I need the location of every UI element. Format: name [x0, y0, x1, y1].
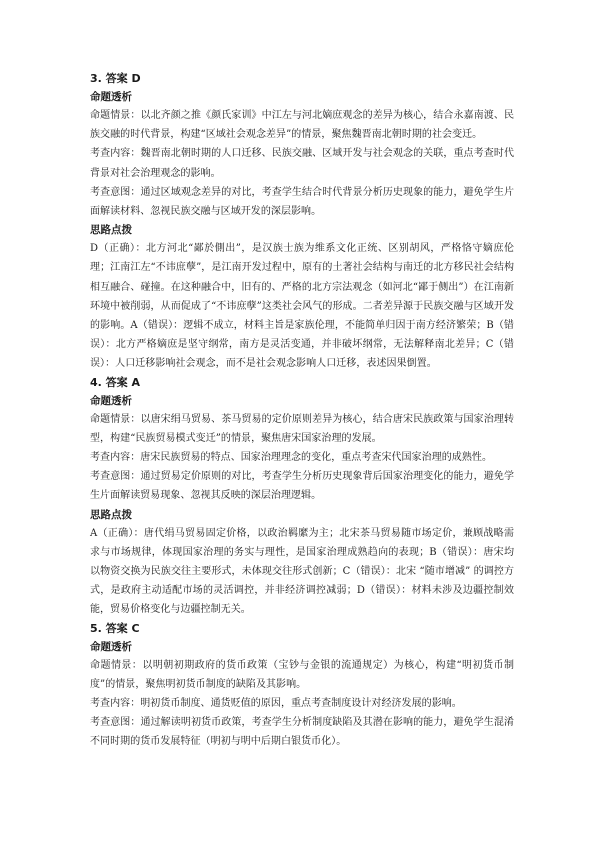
answer-heading: 3. 答案 D [90, 72, 141, 85]
answer-document [90, 70, 514, 752]
answer-heading: 5. 答案 C [90, 621, 140, 635]
analysis-heading: 命题透析 [90, 640, 132, 653]
hints-heading: 思路点拨 [90, 224, 132, 237]
analysis-paragraph: 考查意图：通过区域观念差异的对比，考查学生结合时代背景分析历史现象的能力，避免学生片面解读材料、忽视民族交融与区域开发的深层影响。 [90, 186, 514, 218]
answer-heading: 4. 答案 A [90, 375, 141, 389]
analysis-paragraph: 命题情景：以唐宋绢马贸易、茶马贸易的定价原则差异为核心，结合唐宋民族政策与国家治理转型，构建“民族贸易模式变迁”的情景，聚焦唐宋国家治理的发展。 [90, 413, 514, 444]
analysis-heading: 命题透析 [90, 394, 132, 407]
analysis-paragraph: 考查内容：魏晋南北朝时期的人口迁移、民族交融、区域开发与社会观念的关联，重点考查时代背景对社会治理观念的影响。 [90, 148, 514, 179]
analysis-paragraph: 考查意图：通过贸易定价原则的对比，考查学生分析历史现象背后国家治理变化的能力，避免学生片面解读贸易现象、忽视其反映的深层治理逻辑。 [90, 471, 514, 502]
question-5-section [90, 620, 514, 752]
hints-heading: 思路点拨 [90, 508, 132, 521]
question-4-section [90, 374, 514, 620]
analysis-paragraph: 命题情景：以北齐颜之推《颜氏家训》中江左与河北嫡庶观念的差异为核心，结合永嘉南渡、民族交融的时代背景，构建“区域社会观念差异”的情景，聚焦魏晋南北朝时期的社会变迁。 [90, 110, 514, 141]
question-3-section [90, 70, 514, 374]
analysis-paragraph: 考查内容：唐宋民族贸易的特点、国家治理理念的变化，重点考查宋代国家治理的成熟性。 [90, 452, 492, 464]
analysis-paragraph: 命题情景：以明朝初期政府的货币政策（宝钞与金银的流通规定）为核心，构建“明初货币制度”的情景，聚焦明初货币制度的缺陷及其影响。 [90, 659, 514, 690]
analysis-paragraph: 考查内容：明初货币制度、通货贬值的原因，重点考查制度设计对经济发展的影响。 [90, 698, 462, 710]
hints-paragraph: D（正确）：北方河北“鄙於側出”，是汉族士族为维系文化正统、区别胡风，严格恪守嫡庶伦理；江南江左“不讳庶孽”，是江南开发过程中，原有的土著社会结构与南迁的北方移民社会结构相互融合、碰撞。在这种融合中，旧有的、严格的北方宗法观念（如河北“鄙于侧出”）在江南新环境中被削弱，从而促成了“不讳庶孽”这类社会风气的形成。二者差异源于民族交融与区域开发的影响。A（错误）：逻辑不成立，材料主旨是家族伦理，不能简单归因于南方经济繁荣；B（错误）：北方严格嫡庶是坚守纲常，南方是灵活变通，并非破坏纲常，无法解释南北差异；C（错误）：人口迁移影响社会观念，而不是社会观念影响人口迁移，表述因果倒置。 [90, 243, 514, 370]
hints-paragraph: A（正确）：唐代绢马贸易固定价格，以政治羁縻为主；北宋茶马贸易随市场定价，兼顾战略需求与市场规律，体现国家治理的务实与理性，是国家治理成熟趋向的表现；B（错误）：唐宋均以物资交换为民族交往主要形式，未体现交往形式创新；C（错误）：北宋 “随市增减” 的调控方式，是政府主动适配市场的灵活调控，并非经济调控减弱；D（错误）：材料未涉及边疆控制效能，贸易价格变化与边疆控制无关。 [90, 527, 514, 616]
analysis-heading: 命题透析 [90, 91, 132, 103]
analysis-paragraph: 考查意图：通过解读明初货币政策，考查学生分析制度缺陷及其潜在影响的能力，避免学生混淆不同时期的货币发展特征（明初与明中后期白银货币化）。 [90, 717, 514, 748]
